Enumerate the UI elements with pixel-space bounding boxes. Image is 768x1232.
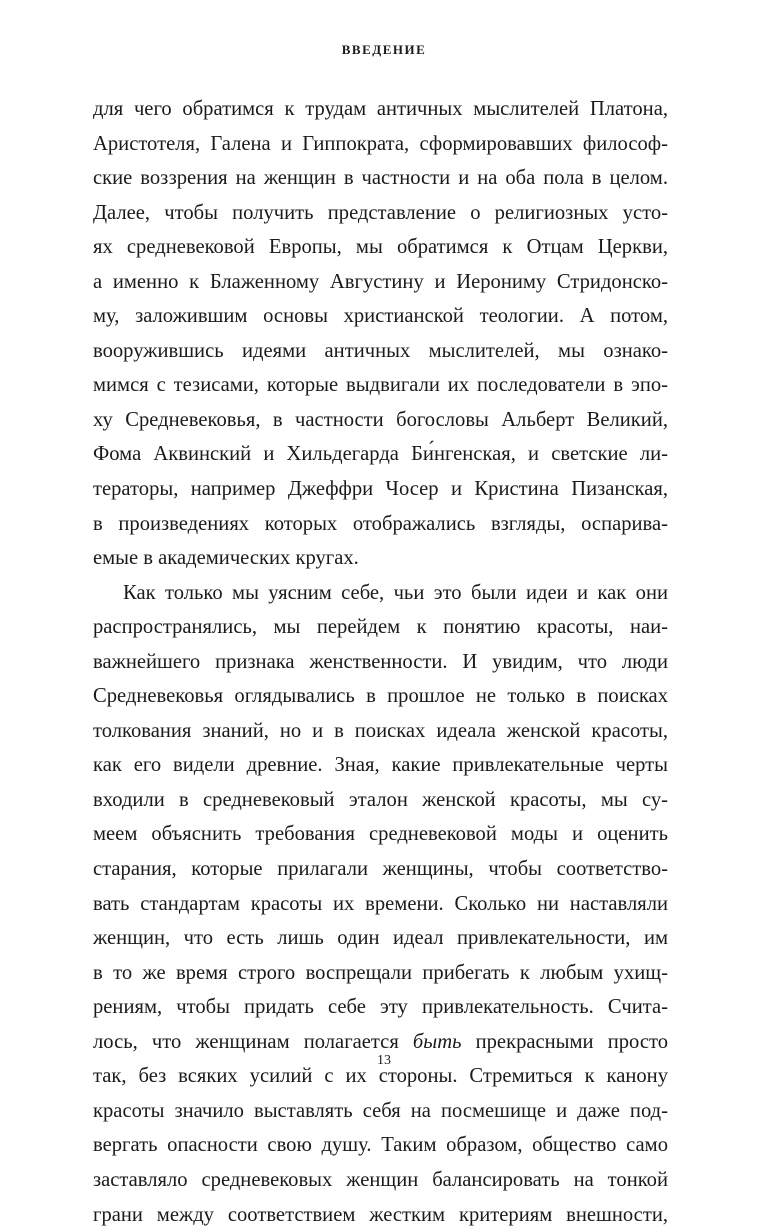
text-line: вергать опасности свою душу. Таким образом, общество само — [93, 1128, 668, 1163]
text-line: ху Средневековья, в частности богословы Альберт Великий, — [93, 403, 668, 438]
text-line: вать стандартам красоты их времени. Сколько ни наставляли — [93, 887, 668, 922]
text-line: как его видели древние. Зная, какие привлекательные черты — [93, 748, 668, 783]
text-line: толкования знаний, но и в поисках идеала женской красоты, — [93, 714, 668, 749]
text-line: красоты значило выставлять себя на посмешище и даже под- — [93, 1094, 668, 1129]
text-line: Далее, чтобы получить представление о религиозных усто- — [93, 196, 668, 231]
text-line: мимся с тезисами, которые выдвигали их последователи в эпо- — [93, 368, 668, 403]
text-line: меем объяснить требования средневековой моды и оценить — [93, 817, 668, 852]
text-segment: прекрасными просто — [461, 1031, 668, 1053]
text-line: Аристотеля, Галена и Гиппократа, сформировавших философ- — [93, 127, 668, 162]
text-line: Как только мы уясним себе, чьи это были идеи и как они — [93, 576, 668, 611]
text-line: важнейшего признака женственности. И увидим, что люди — [93, 645, 668, 680]
page-number: 13 — [0, 1053, 768, 1069]
text-line: распространялись, мы перейдем к понятию красоты, наи- — [93, 610, 668, 645]
running-header: ВВЕДЕНИЕ — [0, 42, 768, 58]
text-line: емые в академических кругах. — [93, 541, 668, 576]
text-segment: лось, что женщинам полагается — [93, 1031, 413, 1053]
text-line: ях средневековой Европы, мы обратимся к Отцам Церкви, — [93, 230, 668, 265]
text-line: так, без всяких усилий с их стороны. Стремиться к канону — [93, 1059, 668, 1094]
text-line: для чего обратимся к трудам античных мыслителей Платона, — [93, 92, 668, 127]
text-line: рениям, чтобы придать себе эту привлекательность. Счита- — [93, 990, 668, 1025]
emphasized-word: быть — [413, 1031, 462, 1053]
text-line: Средневековья оглядывались в прошлое не только в поисках — [93, 679, 668, 714]
text-line: в произведениях которых отображались взгляды, оспарива- — [93, 507, 668, 542]
text-line: тераторы, например Джеффри Чосер и Кристина Пизанская, — [93, 472, 668, 507]
text-line: а именно к Блаженному Августину и Иерониму Стридонско- — [93, 265, 668, 300]
text-line: входили в средневековый эталон женской красоты, мы су- — [93, 783, 668, 818]
text-line: ские воззрения на женщин в частности и на оба пола в целом. — [93, 161, 668, 196]
text-line: му, заложившим основы христианской теологии. А потом, — [93, 299, 668, 334]
text-line: старания, которые прилагали женщины, чтобы соответство- — [93, 852, 668, 887]
text-line: заставляло средневековых женщин балансировать на тонкой — [93, 1163, 668, 1198]
text-line: Фома Аквинский и Хильдегарда Би́нгенская, и светские ли- — [93, 437, 668, 472]
text-line: в то же время строго воспрещали прибегать к любым ухищ- — [93, 956, 668, 991]
text-line: женщин, что есть лишь один идеал привлекательности, им — [93, 921, 668, 956]
text-line: вооружившись идеями античных мыслителей, мы ознако- — [93, 334, 668, 369]
text-line: грани между соответствием жестким критериям внешности, — [93, 1198, 668, 1232]
